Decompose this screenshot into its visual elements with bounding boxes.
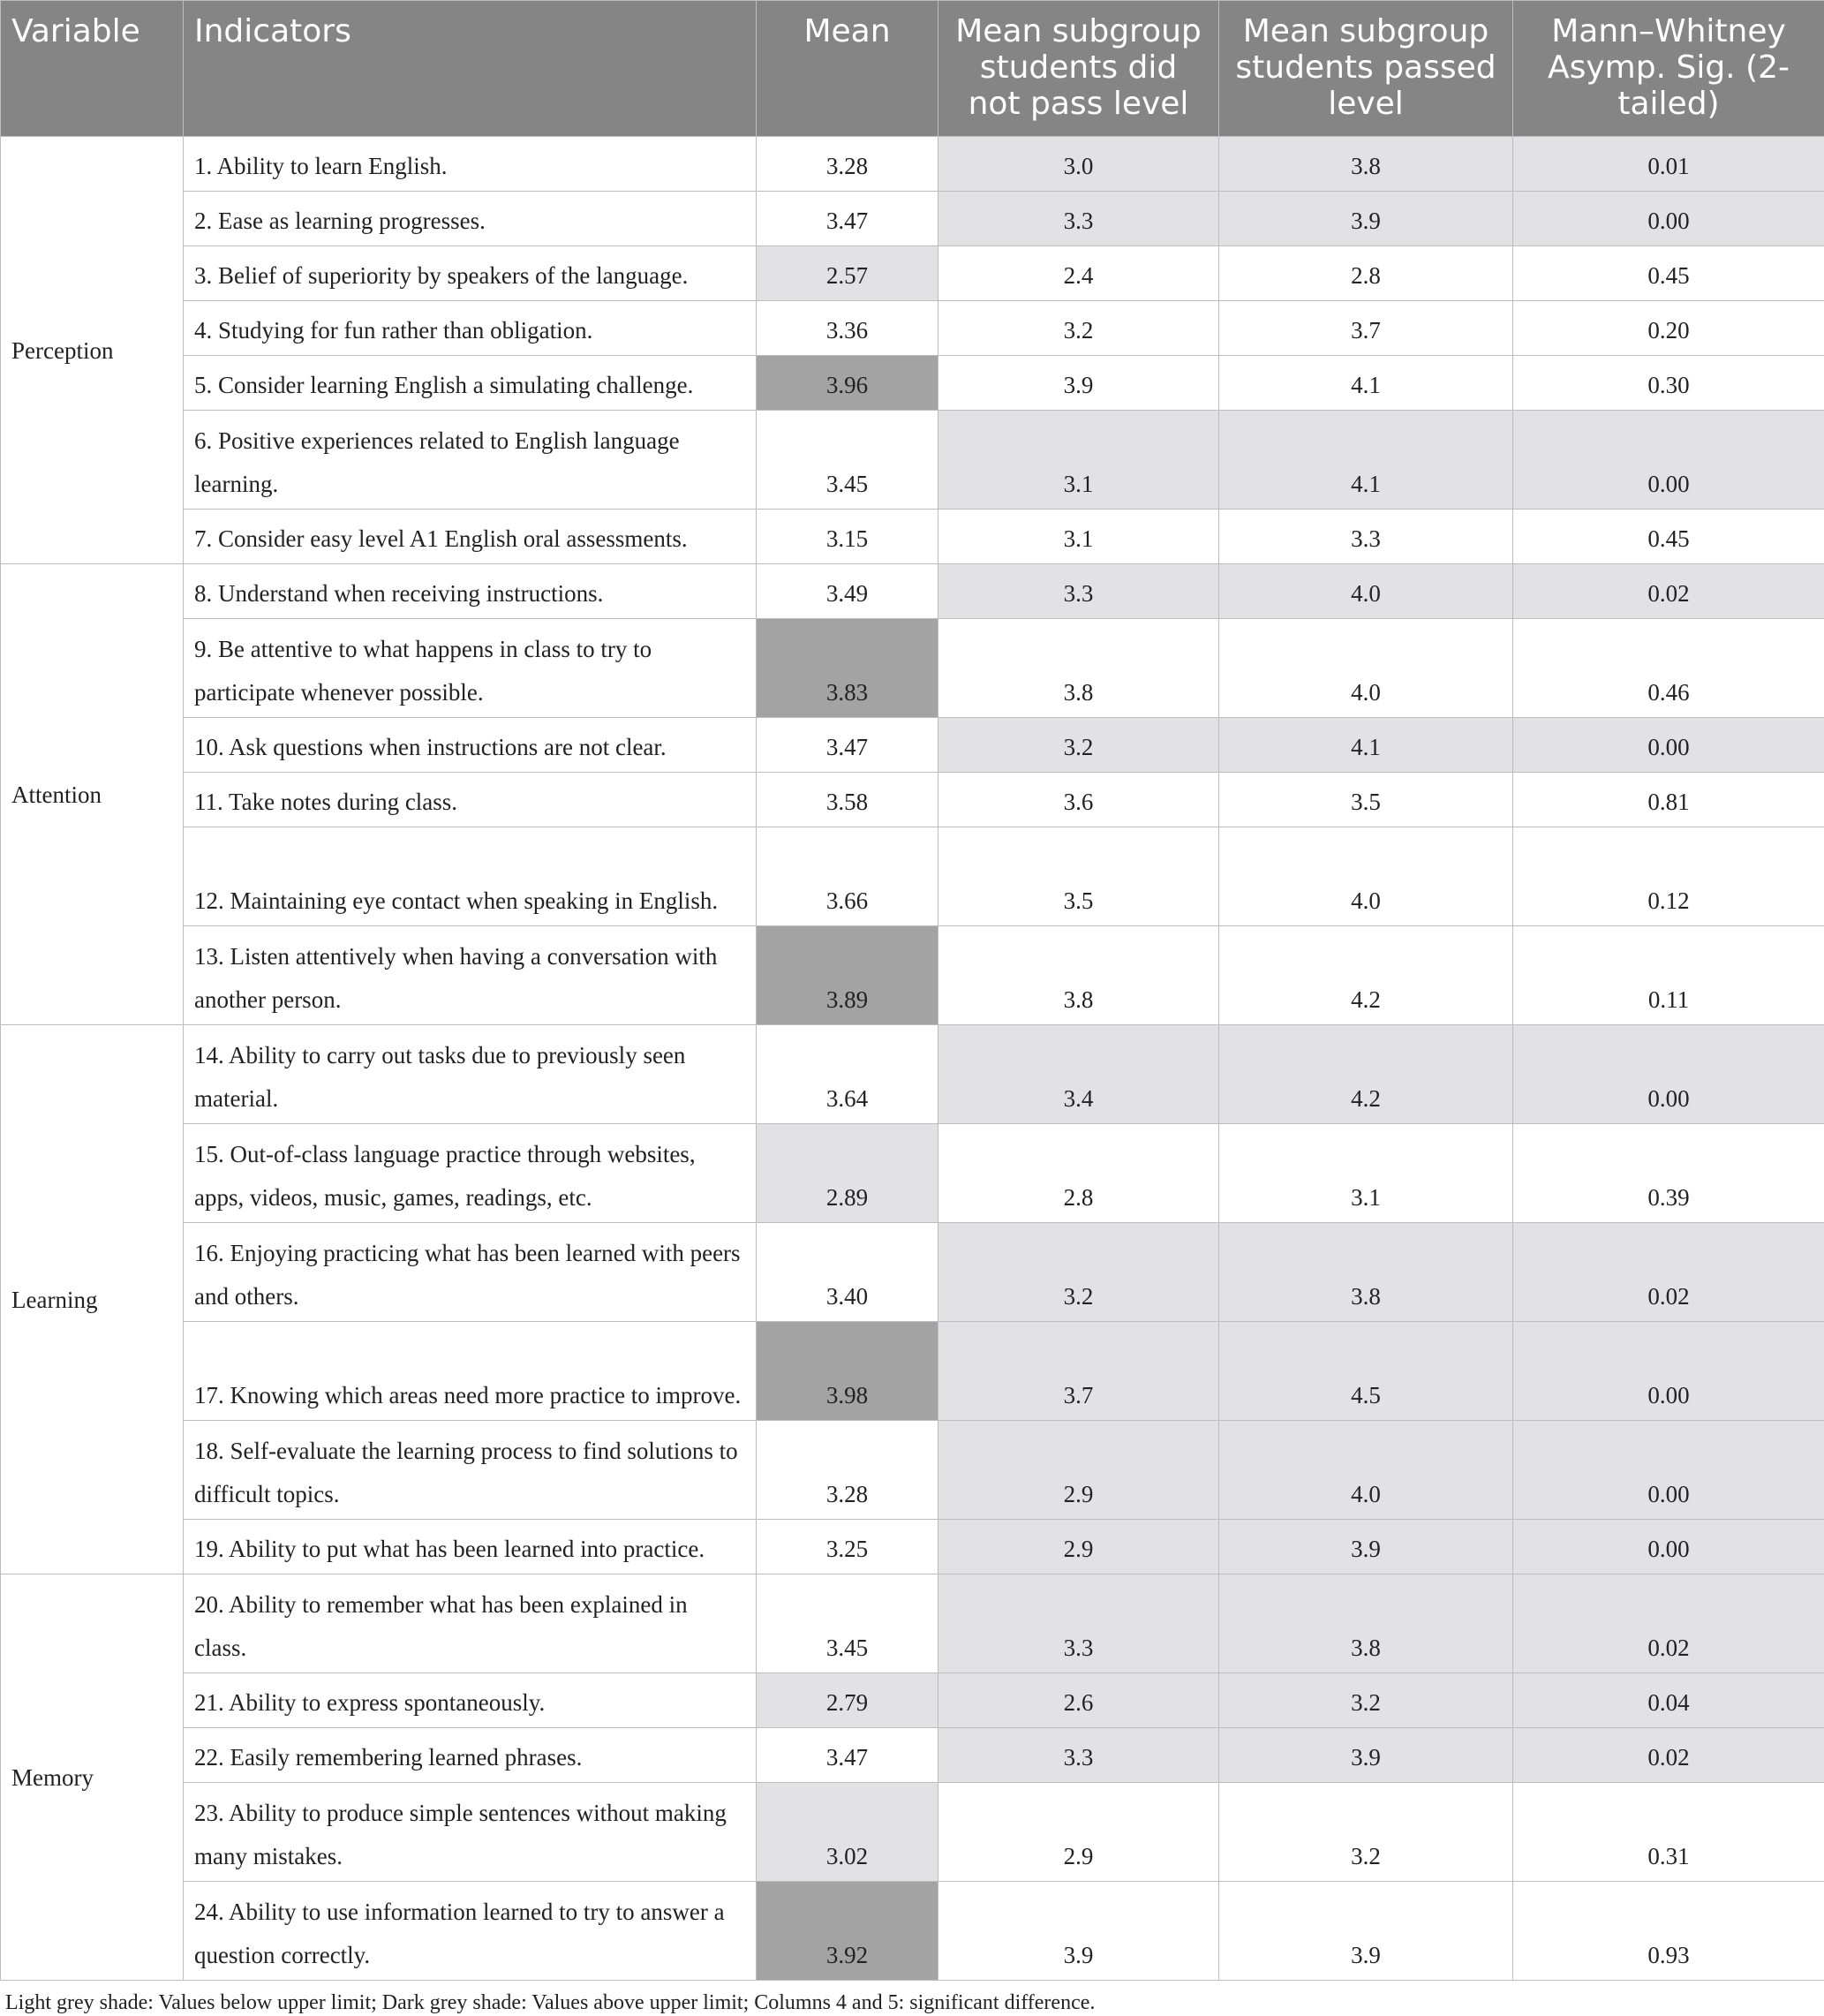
passed-cell: 2.8: [1219, 246, 1513, 301]
indicator-cell: 13. Listen attentively when having a conversation with another person.: [184, 926, 757, 1025]
indicator-cell: 6. Positive experiences related to English language learning.: [184, 411, 757, 510]
mann-whitney-cell: 0.81: [1513, 773, 1824, 827]
mann-whitney-cell: 0.45: [1513, 246, 1824, 301]
table-row: [1, 1673, 1824, 1728]
mann-whitney-cell: 0.46: [1513, 619, 1824, 718]
header-passed: Mean subgroup students passed level: [1219, 1, 1513, 137]
mean-cell: 3.64: [757, 1025, 938, 1124]
not-passed-cell: 2.9: [938, 1421, 1219, 1520]
passed-cell: 3.1: [1219, 1124, 1513, 1223]
header-indicators: Indicators: [184, 1, 757, 137]
passed-cell: 3.9: [1219, 1520, 1513, 1574]
mann-whitney-cell: 0.12: [1513, 827, 1824, 926]
mann-whitney-cell: 0.00: [1513, 192, 1824, 246]
indicator-cell: 17. Knowing which areas need more practice to improve.: [184, 1322, 757, 1421]
mann-whitney-cell: 0.02: [1513, 1728, 1824, 1783]
indicator-cell: 11. Take notes during class.: [184, 773, 757, 827]
indicator-cell: 14. Ability to carry out tasks due to previously seen material.: [184, 1025, 757, 1124]
mean-cell: 3.96: [757, 356, 938, 411]
not-passed-cell: 2.6: [938, 1673, 1219, 1728]
indicator-cell: 12. Maintaining eye contact when speaking in English.: [184, 827, 757, 926]
passed-cell: 4.0: [1219, 1421, 1513, 1520]
mann-whitney-cell: 0.93: [1513, 1882, 1824, 1981]
passed-cell: 3.9: [1219, 1728, 1513, 1783]
mean-cell: 2.57: [757, 246, 938, 301]
indicator-cell: 18. Self-evaluate the learning process to find solutions to difficult topics.: [184, 1421, 757, 1520]
table-row: [1, 1783, 1824, 1882]
indicator-cell: 24. Ability to use information learned to try to answer a question correctly.: [184, 1882, 757, 1981]
table-row: [1, 1223, 1824, 1322]
indicator-cell: 15. Out-of-class language practice through websites, apps, videos, music, games, readings, etc.: [184, 1124, 757, 1223]
table-row: [1, 1322, 1824, 1421]
mean-cell: 3.98: [757, 1322, 938, 1421]
not-passed-cell: 3.5: [938, 827, 1219, 926]
mean-cell: 2.89: [757, 1124, 938, 1223]
mean-cell: 3.45: [757, 1574, 938, 1673]
table-row: [1, 137, 1824, 192]
table-row: [1, 926, 1824, 1025]
passed-cell: 4.2: [1219, 1025, 1513, 1124]
passed-cell: 3.8: [1219, 1223, 1513, 1322]
indicator-cell: 19. Ability to put what has been learned into practice.: [184, 1520, 757, 1574]
indicator-cell: 1. Ability to learn English.: [184, 137, 757, 192]
header-mean: Mean: [757, 1, 938, 137]
variable-cell: Learning: [1, 1025, 184, 1574]
table-row: [1, 246, 1824, 301]
not-passed-cell: 2.8: [938, 1124, 1219, 1223]
header-row: [1, 1, 1824, 137]
not-passed-cell: 3.3: [938, 1728, 1219, 1783]
mann-whitney-cell: 0.02: [1513, 564, 1824, 619]
table-footnote: Light grey shade: Values below upper limit; Dark grey shade: Values above upper limit; Columns 4 and 5: significant difference.: [0, 1981, 1824, 2016]
table-row: [1, 192, 1824, 246]
passed-cell: 4.2: [1219, 926, 1513, 1025]
not-passed-cell: 3.8: [938, 619, 1219, 718]
indicator-cell: 22. Easily remembering learned phrases.: [184, 1728, 757, 1783]
passed-cell: 3.2: [1219, 1673, 1513, 1728]
mann-whitney-cell: 0.11: [1513, 926, 1824, 1025]
not-passed-cell: 3.1: [938, 411, 1219, 510]
variable-cell: Perception: [1, 137, 184, 564]
mann-whitney-cell: 0.00: [1513, 411, 1824, 510]
passed-cell: 4.1: [1219, 411, 1513, 510]
variable-cell: Memory: [1, 1574, 184, 1981]
indicator-cell: 8. Understand when receiving instructions.: [184, 564, 757, 619]
passed-cell: 3.7: [1219, 301, 1513, 356]
table-body: [1, 137, 1824, 1981]
not-passed-cell: 3.3: [938, 192, 1219, 246]
header-mann-whitney: Mann–Whitney Asymp. Sig. (2-tailed): [1513, 1, 1824, 137]
table-row: [1, 827, 1824, 926]
passed-cell: 4.1: [1219, 356, 1513, 411]
header-variable: Variable: [1, 1, 184, 137]
table-row: [1, 301, 1824, 356]
mann-whitney-cell: 0.01: [1513, 137, 1824, 192]
mean-cell: 3.47: [757, 718, 938, 773]
indicator-cell: 4. Studying for fun rather than obligation.: [184, 301, 757, 356]
passed-cell: 4.5: [1219, 1322, 1513, 1421]
mean-cell: 3.58: [757, 773, 938, 827]
mann-whitney-cell: 0.02: [1513, 1223, 1824, 1322]
table-row: [1, 1574, 1824, 1673]
passed-cell: 3.9: [1219, 1882, 1513, 1981]
table-row: [1, 1882, 1824, 1981]
mean-cell: 3.36: [757, 301, 938, 356]
passed-cell: 3.3: [1219, 510, 1513, 564]
not-passed-cell: 3.3: [938, 1574, 1219, 1673]
table-row: [1, 1520, 1824, 1574]
table-row: [1, 1728, 1824, 1783]
mann-whitney-cell: 0.00: [1513, 1421, 1824, 1520]
not-passed-cell: 2.9: [938, 1520, 1219, 1574]
passed-cell: 3.8: [1219, 137, 1513, 192]
not-passed-cell: 2.9: [938, 1783, 1219, 1882]
not-passed-cell: 3.6: [938, 773, 1219, 827]
mann-whitney-cell: 0.00: [1513, 1520, 1824, 1574]
indicator-cell: 16. Enjoying practicing what has been learned with peers and others.: [184, 1223, 757, 1322]
table-row: [1, 356, 1824, 411]
mean-cell: 3.25: [757, 1520, 938, 1574]
not-passed-cell: 3.3: [938, 564, 1219, 619]
mann-whitney-cell: 0.31: [1513, 1783, 1824, 1882]
header-not-passed: Mean subgroup students did not pass level: [938, 1, 1219, 137]
mean-cell: 3.89: [757, 926, 938, 1025]
mean-cell: 2.79: [757, 1673, 938, 1728]
passed-cell: 3.2: [1219, 1783, 1513, 1882]
not-passed-cell: 3.2: [938, 1223, 1219, 1322]
table-row: [1, 773, 1824, 827]
passed-cell: 3.8: [1219, 1574, 1513, 1673]
not-passed-cell: 3.8: [938, 926, 1219, 1025]
indicator-cell: 2. Ease as learning progresses.: [184, 192, 757, 246]
mean-cell: 3.15: [757, 510, 938, 564]
mean-cell: 3.66: [757, 827, 938, 926]
indicator-cell: 9. Be attentive to what happens in class to try to participate whenever possible.: [184, 619, 757, 718]
variable-cell: Attention: [1, 564, 184, 1025]
not-passed-cell: 3.2: [938, 718, 1219, 773]
table-row: [1, 510, 1824, 564]
mean-cell: 3.49: [757, 564, 938, 619]
indicator-cell: 10. Ask questions when instructions are not clear.: [184, 718, 757, 773]
not-passed-cell: 2.4: [938, 246, 1219, 301]
passed-cell: 4.0: [1219, 619, 1513, 718]
indicator-cell: 3. Belief of superiority by speakers of the language.: [184, 246, 757, 301]
mean-cell: 3.47: [757, 192, 938, 246]
not-passed-cell: 3.7: [938, 1322, 1219, 1421]
passed-cell: 4.1: [1219, 718, 1513, 773]
mann-whitney-cell: 0.00: [1513, 1322, 1824, 1421]
not-passed-cell: 3.9: [938, 1882, 1219, 1981]
table-header: [1, 1, 1824, 137]
passed-cell: 3.5: [1219, 773, 1513, 827]
table-row: [1, 718, 1824, 773]
table-row: [1, 411, 1824, 510]
table-row: [1, 564, 1824, 619]
mann-whitney-cell: 0.45: [1513, 510, 1824, 564]
table-row: [1, 619, 1824, 718]
mann-whitney-cell: 0.00: [1513, 718, 1824, 773]
mann-whitney-cell: 0.04: [1513, 1673, 1824, 1728]
passed-cell: 4.0: [1219, 827, 1513, 926]
table-row: [1, 1124, 1824, 1223]
passed-cell: 3.9: [1219, 192, 1513, 246]
table-row: [1, 1025, 1824, 1124]
mean-cell: 3.28: [757, 137, 938, 192]
indicator-cell: 7. Consider easy level A1 English oral assessments.: [184, 510, 757, 564]
mean-cell: 3.02: [757, 1783, 938, 1882]
not-passed-cell: 3.4: [938, 1025, 1219, 1124]
mann-whitney-cell: 0.30: [1513, 356, 1824, 411]
mean-cell: 3.83: [757, 619, 938, 718]
indicator-cell: 23. Ability to produce simple sentences without making many mistakes.: [184, 1783, 757, 1882]
mann-whitney-cell: 0.39: [1513, 1124, 1824, 1223]
not-passed-cell: 3.1: [938, 510, 1219, 564]
not-passed-cell: 3.9: [938, 356, 1219, 411]
mann-whitney-cell: 0.02: [1513, 1574, 1824, 1673]
not-passed-cell: 3.0: [938, 137, 1219, 192]
mean-cell: 3.45: [757, 411, 938, 510]
table-row: [1, 1421, 1824, 1520]
mann-whitney-cell: 0.20: [1513, 301, 1824, 356]
mann-whitney-cell: 0.00: [1513, 1025, 1824, 1124]
mean-cell: 3.92: [757, 1882, 938, 1981]
indicator-cell: 21. Ability to express spontaneously.: [184, 1673, 757, 1728]
passed-cell: 4.0: [1219, 564, 1513, 619]
mean-cell: 3.28: [757, 1421, 938, 1520]
mean-cell: 3.47: [757, 1728, 938, 1783]
indicator-cell: 20. Ability to remember what has been explained in class.: [184, 1574, 757, 1673]
not-passed-cell: 3.2: [938, 301, 1219, 356]
indicator-cell: 5. Consider learning English a simulating challenge.: [184, 356, 757, 411]
mean-cell: 3.40: [757, 1223, 938, 1322]
